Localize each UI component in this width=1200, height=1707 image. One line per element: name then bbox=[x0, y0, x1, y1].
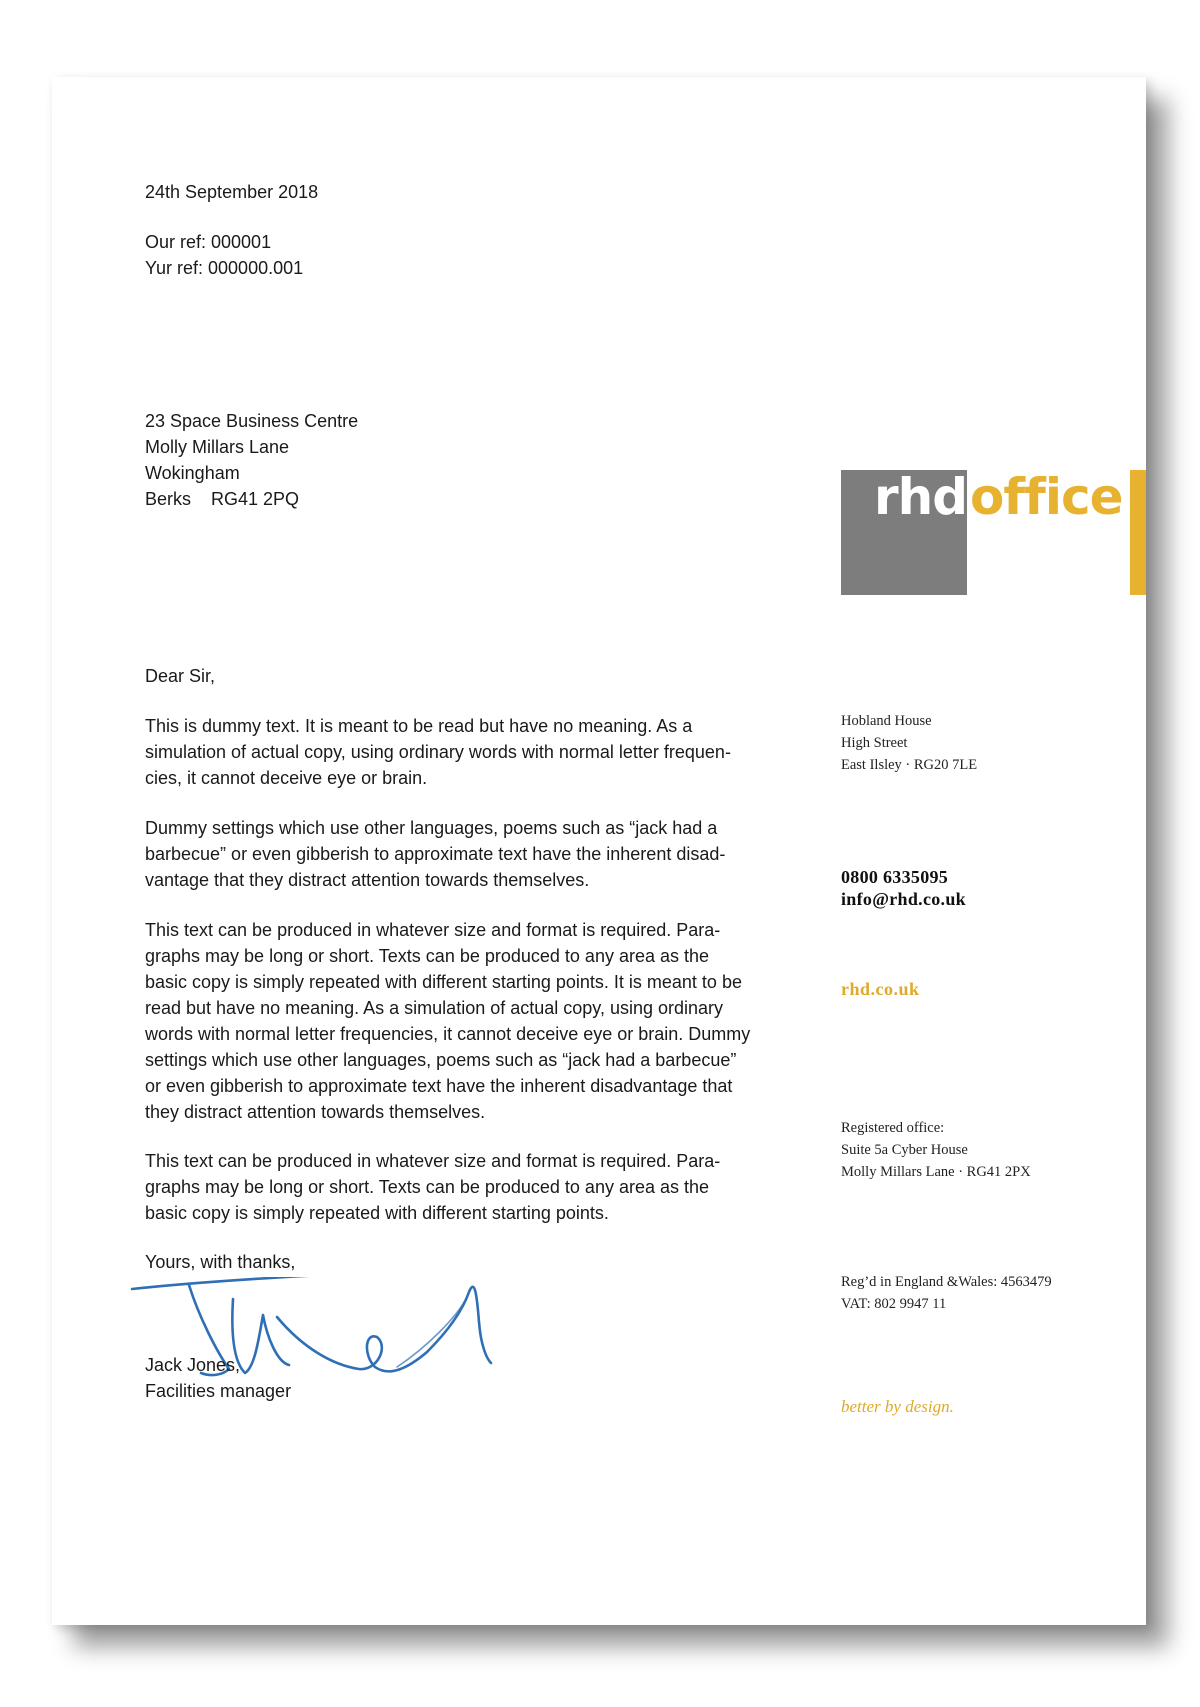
company-address-line: High Street bbox=[841, 735, 908, 751]
address-line: Berks RG41 2PQ bbox=[145, 489, 300, 509]
registration-line: VAT: 802 9947 11 bbox=[841, 1296, 947, 1312]
website-text: rhd.co.uk bbox=[841, 979, 920, 999]
paragraph-line: settings which use other languages, poems such as “jack had a barbecue” bbox=[145, 1050, 737, 1070]
company-address bbox=[841, 710, 977, 776]
body-paragraph-4 bbox=[145, 1148, 785, 1226]
our-ref: Our ref: 000001 bbox=[145, 232, 272, 252]
company-registration bbox=[841, 1271, 1052, 1315]
letter-page bbox=[52, 77, 1146, 1625]
body-paragraph-2 bbox=[145, 815, 785, 893]
company-email: info@rhd.co.uk bbox=[841, 889, 966, 909]
paragraph-line: read but have no meaning. As a simulation of actual copy, using ordinary bbox=[145, 998, 724, 1018]
company-address-line: Hobland House bbox=[841, 713, 932, 729]
paragraph-line: This text can be produced in whatever size and format is required. Para- bbox=[145, 920, 721, 940]
company-tagline bbox=[841, 1397, 954, 1417]
registered-office-line: Suite 5a Cyber House bbox=[841, 1142, 968, 1158]
paragraph-line: vantage that they distract attention towards themselves. bbox=[145, 870, 590, 890]
company-contact bbox=[841, 866, 966, 910]
salutation bbox=[145, 663, 215, 689]
signatory-name: Jack Jones, bbox=[145, 1355, 241, 1375]
reference-block bbox=[145, 229, 303, 281]
registered-office bbox=[841, 1117, 1031, 1183]
body-paragraph-3 bbox=[145, 917, 785, 1125]
address-line: Wokingham bbox=[145, 463, 240, 483]
salutation-text: Dear Sir, bbox=[145, 666, 216, 686]
company-website bbox=[841, 979, 920, 1000]
tagline-text: better by design. bbox=[841, 1397, 954, 1416]
body-paragraph-1 bbox=[145, 713, 785, 791]
paragraph-line: words with normal letter frequencies, it cannot deceive eye or brain. Dummy bbox=[145, 1024, 751, 1044]
address-line: 23 Space Business Centre bbox=[145, 411, 359, 431]
signatory-title: Facilities manager bbox=[145, 1381, 292, 1401]
registration-line: Reg’d in England &Wales: 4563479 bbox=[841, 1274, 1052, 1290]
paragraph-line: they distract attention towards themselves. bbox=[145, 1102, 486, 1122]
paragraph-line: simulation of actual copy, using ordinary words with normal letter frequen- bbox=[145, 742, 731, 762]
closing bbox=[145, 1249, 295, 1275]
registered-office-line: Registered office: bbox=[841, 1120, 945, 1136]
paragraph-line: graphs may be long or short. Texts can be produced to any area as the bbox=[145, 946, 710, 966]
paragraph-line: Dummy settings which use other languages, poems such as “jack had a bbox=[145, 818, 718, 838]
registered-office-line: Molly Millars Lane · RG41 2PX bbox=[841, 1164, 1031, 1180]
logo-text-rhd: rhd bbox=[874, 468, 967, 526]
paragraph-line: basic copy is simply repeated with different starting points. bbox=[145, 1203, 609, 1223]
signatory bbox=[145, 1352, 291, 1404]
closing-text: Yours, with thanks, bbox=[145, 1252, 296, 1272]
date-text: 24th September 2018 bbox=[145, 182, 319, 202]
address-line: Molly Millars Lane bbox=[145, 437, 290, 457]
paragraph-line: cies, it cannot deceive eye or brain. bbox=[145, 768, 428, 788]
paragraph-line: This text can be produced in whatever size and format is required. Para- bbox=[145, 1151, 721, 1171]
paragraph-line: barbecue” or even gibberish to approximate text have the inherent disad- bbox=[145, 844, 726, 864]
paragraph-line: graphs may be long or short. Texts can be produced to any area as the bbox=[145, 1177, 710, 1197]
company-phone: 0800 6335095 bbox=[841, 867, 949, 887]
logo-accent-bar bbox=[1130, 470, 1146, 595]
paragraph-line: or even gibberish to approximate text have the inherent disadvantage that bbox=[145, 1076, 733, 1096]
your-ref: Yur ref: 000000.001 bbox=[145, 258, 304, 278]
logo-text-office: office bbox=[970, 468, 1123, 526]
company-address-line: East Ilsley · RG20 7LE bbox=[841, 757, 978, 773]
recipient-address bbox=[145, 408, 358, 512]
letter-date bbox=[145, 179, 318, 205]
paragraph-line: This is dummy text. It is meant to be read but have no meaning. As a bbox=[145, 716, 693, 736]
paragraph-line: basic copy is simply repeated with different starting points. It is meant to be bbox=[145, 972, 742, 992]
